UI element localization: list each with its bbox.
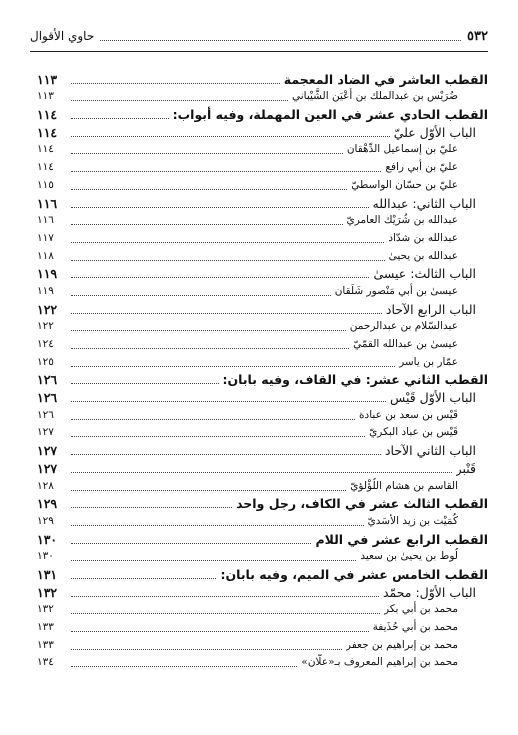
toc-entry-row [37,335,488,353]
toc-page-number: ١١٩ [37,266,58,282]
toc-entry-title: الباب الرابع الآحاد [385,301,476,317]
toc-entry-title: الباب الثالث: عيسىٰ [373,266,476,282]
toc-entry-title: الباب الأوّل: محمّد [382,584,476,600]
toc-entry-title: لُوط بن يحيىٰ بن سعيد [360,550,458,563]
dot-leader [71,366,395,367]
toc-page-number: ١٢٩ [37,496,58,512]
toc-entry-title: عليّ بن حسّان الواسطيّ [351,178,458,191]
table-of-contents [37,70,488,671]
toc-entry-title: القطب الخامس عشر في الميم، وفيه بابان: [220,566,488,582]
toc-page-number: ١٢٤ [37,338,54,350]
toc-entry-row [37,247,488,265]
dot-leader [71,118,169,119]
toc-entry-row [37,158,488,176]
toc-entry-row [37,176,488,194]
toc-page-number: ١٢٦ [37,408,54,421]
toc-bab-row [37,388,488,406]
toc-bab-row [37,441,488,459]
toc-page-number: ١٢٢ [37,320,54,333]
dot-leader [71,507,232,508]
toc-page-number: ١٣٣ [37,621,54,633]
toc-page-number: ١٢٦ [37,390,58,406]
toc-page-number: ١٢٧ [37,426,54,439]
dot-leader [71,100,288,101]
dot-leader [71,348,349,349]
dot-leader [71,613,380,614]
toc-page-number: ١٣٤ [37,656,54,669]
toc-entry-title: قَنْبر [455,460,476,476]
toc-entry-title: عليّ بن إسماعيل الدِّهْقان [346,143,458,156]
toc-entry-title: الباب الثاني: عبدالله [372,195,476,211]
toc-entry-row [37,212,488,230]
dot-leader [71,171,381,172]
toc-entry-title: الباب الأوّل عليّ [393,124,476,140]
toc-entry-row [37,636,488,654]
toc-entry-title: محمد بن أبي بكر [383,603,458,616]
dot-leader [71,436,365,437]
toc-entry-title: عبدالله بن يحيىٰ [388,249,458,262]
running-title: حاوي الأقوال [30,29,95,43]
dot-leader [71,189,347,190]
toc-bab-row [37,123,488,141]
toc-entry-title: القطب العاشر في الضاد المعجمة [283,71,488,87]
toc-page-number: ١١٣ [37,71,58,87]
toc-page-number: ١١٦ [37,214,54,227]
toc-entry-title: عيسىٰ بن أبي مَنْصور شَلَقان [334,284,458,297]
toc-entry-title: القطب الحادي عشر في العين المهملة، وفيه أبواب: [172,107,488,123]
dot-leader [71,631,369,632]
toc-page-number: ١٢٧ [37,460,58,476]
toc-page-number: ١٣٠ [37,550,54,563]
toc-page-number: ١١٤ [37,161,54,174]
toc-bab-row [37,459,488,477]
toc-entry-row [37,229,488,247]
toc-bab-row [37,583,488,601]
toc-qutb-row [37,565,488,583]
toc-page-number: ١٢٨ [37,479,54,492]
toc-page-number: ١١٧ [37,231,54,244]
toc-qutb-row [37,495,488,513]
toc-entry-row [37,141,488,159]
toc-entry-title: محمد بن إبراهيم بن جعفر [345,638,458,651]
dot-leader [71,490,346,491]
toc-entry-row [37,318,488,336]
toc-page-number: ١١٩ [37,284,54,297]
dot-leader [71,578,216,579]
toc-page-number: ١٣٢ [37,603,54,616]
toc-entry-title: القطب الثالث عشر في الكاف، رجل واحد [236,496,488,512]
toc-entry-row [37,406,488,424]
dot-leader [71,666,297,667]
page-number: ٥٣٢ [467,28,488,44]
toc-page-number: ١٣٠ [37,531,58,547]
toc-entry-title: قَيْس بن سعد بن عبادة [359,408,458,421]
toc-entry-title: عبدالله بن شُرَيْك العامريّ [346,214,458,227]
page-header [30,26,488,46]
toc-entry-row [37,477,488,495]
toc-page-number: ١١٥ [37,178,54,191]
dot-leader [71,136,390,137]
toc-entry-title: عمّار بن ياسر [399,355,458,368]
toc-page-number: ١٣١ [37,566,58,582]
toc-qutb-row [37,105,488,123]
toc-page-number: ١٢٢ [37,301,58,317]
toc-entry-title: الباب الثاني الآحاد [384,443,476,459]
toc-qutb-row [37,70,488,88]
dot-leader [71,260,385,261]
toc-entry-row [37,88,488,106]
dot-leader [71,277,369,278]
dot-leader [71,525,364,526]
dot-leader [71,454,381,455]
dot-leader [71,153,343,154]
dot-leader [71,383,219,384]
toc-entry-title: عبدالله بن شدّاد [388,231,458,244]
dot-leader [71,313,382,314]
toc-entry-title: القطب الثاني عشر: في القاف، وفيه بابان: [222,372,488,388]
header-rule [30,51,488,52]
dot-leader [71,560,356,561]
toc-qutb-row [37,530,488,548]
dot-leader [71,83,280,84]
toc-bab-row [37,300,488,318]
toc-entry-title: ضُرَيْس بن عبدالملك بن أَعْيَن الشَّيْباني [291,90,458,103]
dot-leader [71,295,331,296]
toc-entry-title: القطب الرابع عشر في اللام [315,531,488,547]
toc-entry-title: كُمَيْت بن زيد الأسَديّ [367,514,458,527]
toc-page-number: ١٢٩ [37,514,54,527]
toc-entry-row [37,424,488,442]
toc-entry-row [37,512,488,530]
dot-leader [71,330,346,331]
toc-page-number: ١٢٦ [37,372,58,388]
toc-entry-title: الباب الأوّل قَيْس [390,390,476,406]
toc-entry-row [37,548,488,566]
toc-entry-title: قَيْس بن عباد البكريّ [369,426,458,439]
dot-leader [71,224,343,225]
toc-page-number: ١١٨ [37,249,54,262]
toc-bab-row [37,265,488,283]
toc-bab-row [37,194,488,212]
toc-entry-title: عبدالسّلام بن عبدالرحمن [349,320,458,333]
toc-qutb-row [37,371,488,389]
toc-page-number: ١١٤ [37,124,58,140]
toc-entry-row [37,601,488,619]
toc-page-number: ١١٦ [37,195,58,211]
dot-leader [71,472,452,473]
toc-entry-row [37,618,488,636]
toc-entry-row [37,282,488,300]
dot-leader [71,401,386,402]
toc-entry-title: عيسىٰ بن عبدالله القمّيّ [353,338,458,350]
dot-leader [71,207,369,208]
toc-entry-title: محمد بن إبراهيم المعروف بـ«علّان» [301,656,458,669]
toc-page-number: ١٢٧ [37,443,58,459]
toc-page-number: ١١٤ [37,107,58,123]
toc-page-number: ١٣٢ [37,584,58,600]
toc-entry-title: محمد بن أبي حُذَيفة [372,621,458,633]
header-dot-leader [100,31,461,41]
toc-page-number: ١٢٥ [37,355,54,368]
toc-entry-row [37,654,488,672]
dot-leader [71,242,384,243]
dot-leader [71,543,311,544]
dot-leader [71,596,379,597]
toc-entry-title: القاسم بن هشام اللُؤْلؤيّ [350,479,458,492]
dot-leader [71,419,355,420]
dot-leader [71,649,342,650]
toc-page-number: ١١٣ [37,90,54,103]
toc-entry-title: عليّ بن أبي رافع [385,161,458,174]
toc-entry-row [37,353,488,371]
toc-page-number: ١١٤ [37,143,54,156]
toc-page-number: ١٣٣ [37,638,54,651]
